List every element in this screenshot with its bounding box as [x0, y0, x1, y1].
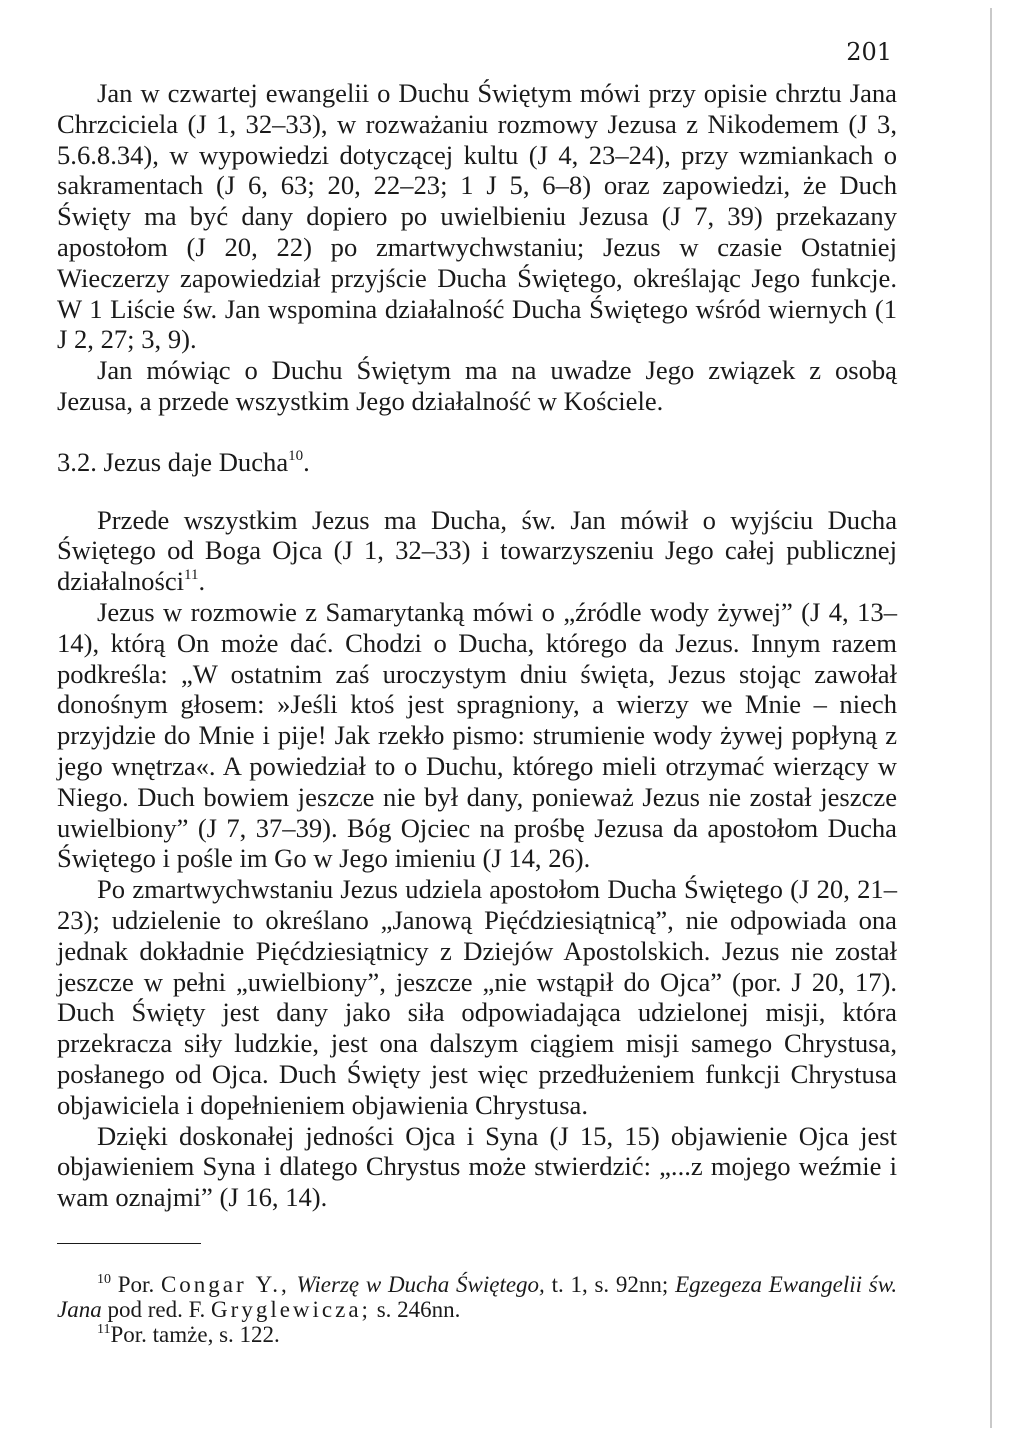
paragraph-3-text: Przede wszystkim Jezus ma Ducha, św. Jan mówił o wyjściu Ducha Świętego od Boga Ojca (J 1, 32–33) i towarzyszeniu Jego całej publicznej działalności: [57, 504, 897, 597]
page-edge-line: [990, 8, 992, 1428]
footnote-10-author: Congar Y.,: [160, 1271, 290, 1297]
footnote-separator: [57, 1243, 201, 1244]
paragraph-3: [57, 505, 897, 597]
footnote-10-volume: t. 1, s. 92nn;: [551, 1271, 669, 1297]
paragraph-5: Po zmartwychwstaniu Jezus udziela apostołom Ducha Świętego (J 20, 21–23); udzielenie to określano „Janową Pięćdziesiątnicą”, nie odpowiada ona jednak dokładnie Pięćdziesiątnicy z Dziejów Apostolskich. Jezus nie został jeszcze w pełni „uwielbiony”, jeszcze „nie wstąpił do Ojca” (por. J 20, 17). Duch Święty jest dany jako siła odpowiadająca udzielonej misji, która przekracza siły ludzkie, jest ona dalszym ciągiem misji samego Chrystusa, posłanego od Ojca. Duch Święty jest więc przedłużeniem funkcji Chrystusa objawiciela i dopełnieniem objawienia Chrystusa.: [57, 874, 897, 1120]
footnote-10-editor: Gryglewicza;: [211, 1296, 371, 1322]
footnote-10-pages: s. 246nn.: [376, 1296, 461, 1322]
section-heading-text: 3.2. Jezus daje Ducha: [57, 446, 289, 477]
footnote-11-number: 11: [97, 1321, 111, 1337]
heading-period: .: [303, 446, 310, 477]
section-heading: [57, 447, 897, 478]
footnote-10-number: 10: [97, 1271, 111, 1287]
footnote-10: [57, 1272, 897, 1322]
page-number: 201: [846, 38, 892, 66]
main-text: [57, 78, 897, 1347]
footnote-10-por: Por.: [117, 1271, 155, 1297]
paragraph-2: Jan mówiąc o Duchu Świętym ma na uwadze Jego związek z osobą Jezusa, a przede wszystkim Jego działalność w Kościele.: [57, 355, 897, 416]
paragraph-4: Jezus w rozmowie z Samarytanką mówi o „źródle wody żywej” (J 4, 13–14), którą On może dać. Chodzi o Ducha, którego da Jezus. Innym razem podkreśla: „W ostatnim zaś uroczystym dniu święta, Jezus stojąc zawołał donośnym głosem: »Jeśli ktoś jest spragniony, a wierzy we Mnie – niech przyjdzie do Mnie i pije! Jak rzekło pismo: strumienie wody żywej popłyną z jego wnętrza«. A powiedział to o Duchu, którego mieli otrzymać wierzący w Niego. Duch bowiem jeszcze nie był dany, ponieważ Jezus nie został jeszcze uwielbiony” (J 7, 37–39). Bóg Ojciec na prośbę Jezusa da apostołom Ducha Świętego i pośle im Go w Jego imieniu (J 14, 26).: [57, 596, 897, 874]
footnote-ref-11: 11: [184, 567, 199, 584]
paragraph-1: Jan w czwartej ewangelii o Duchu Świętym mówi przy opisie chrztu Jana Chrzciciela (J 1, 32–33), w rozważaniu rozmowy Jezusa z Nikodemem (J 3, 5.6.8.34), w wypowiedzi dotyczącej kultu (J 4, 23–24), przy wzmiankach o sakramentach (J 6, 63; 20, 22–23; 1 J 5, 6–8) oraz zapowiedzi, że Duch Święty ma być dany dopiero po uwielbieniu Jezusa (J 7, 39) przekazany apostołom (J 20, 22) po zmartwychwstaniu; Jezus w czasie Ostatniej Wieczerzy zapowiedział przyjście Ducha Świętego, określając Jego funkcje. W 1 Liście św. Jan wspomina działalność Ducha Świętego wśród wiernych (1 J 2, 27; 3, 9).: [57, 78, 897, 355]
footnote-ref-10: 10: [288, 447, 304, 464]
footnote-11-text: Por. tamże, s. 122.: [110, 1321, 280, 1347]
footnote-11: [57, 1322, 897, 1347]
footnote-10-title-1: Wierzę w Ducha Świętego,: [296, 1271, 545, 1297]
paragraph-3-period: .: [198, 566, 206, 597]
footnote-10-editor-prefix: pod red. F.: [107, 1296, 206, 1322]
footnote-10-title-2: Egzegeza Ewangelii św. Jana: [57, 1271, 898, 1322]
paragraph-6: Dzięki doskonałej jedności Ojca i Syna (J 15, 15) objawienie Ojca jest objawieniem Syna i dlatego Chrystus może stwierdzić: „...z mojego weźmie i wam oznajmi” (J 16, 14).: [57, 1120, 897, 1213]
